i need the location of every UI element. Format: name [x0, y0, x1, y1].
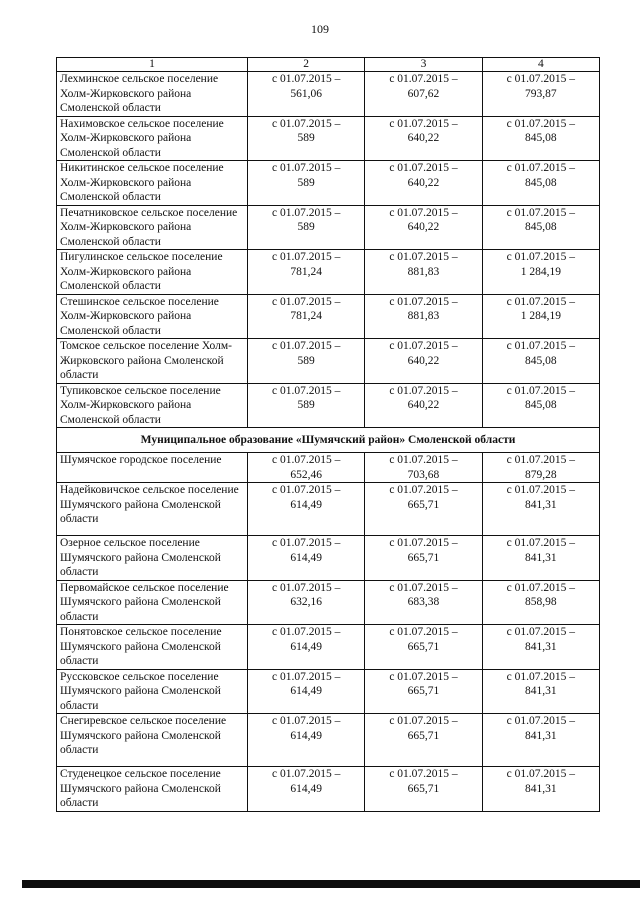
rows-group-shumyachsky	[57, 453, 600, 812]
value-cell-4	[482, 72, 599, 117]
value-cell-4	[482, 339, 599, 384]
table-row	[57, 580, 600, 625]
date-text: с 01.07.2015 –	[271, 454, 341, 466]
date-text: с 01.07.2015 –	[271, 670, 341, 683]
date-text: с 01.07.2015 –	[271, 626, 341, 638]
date-text: с 01.07.2015 –	[271, 251, 341, 263]
value-text: 841,31	[525, 782, 557, 795]
date-text: с 01.07.2015 –	[506, 626, 575, 638]
table-row	[57, 250, 600, 295]
value-cell-2	[248, 767, 365, 812]
value-text: 607,62	[407, 87, 440, 100]
date-text: с 01.07.2015 –	[506, 670, 575, 683]
value-cell-2	[248, 161, 365, 206]
date-text: с 01.07.2015 –	[506, 340, 575, 352]
date-text: с 01.07.2015 –	[506, 251, 575, 263]
date-text: с 01.07.2015 –	[506, 73, 575, 85]
value-text: 781,24	[290, 265, 322, 278]
date-text: с 01.07.2015 –	[271, 162, 341, 174]
date-text: с 01.07.2015 –	[506, 206, 575, 219]
table-row	[57, 205, 600, 250]
value-text: 589	[297, 176, 315, 189]
settlement-name: Печатниковское сельское поселение Холм-Жирковского района Смоленской области	[60, 206, 238, 248]
settlement-name-cell	[57, 714, 248, 767]
table-row	[57, 161, 600, 206]
table-row	[57, 339, 600, 384]
settlement-name: Первомайское сельское поселение Шумячского района Смоленской области	[60, 581, 229, 623]
settlement-name-cell	[57, 294, 248, 339]
value-text: 640,22	[407, 354, 440, 367]
header-cell-4: 4	[482, 58, 599, 72]
settlement-name-cell	[57, 669, 248, 714]
value-cell-4	[482, 536, 599, 581]
table-row	[57, 72, 600, 117]
settlement-name: Надейковичское сельское поселение Шумячского района Смоленской области	[60, 484, 239, 525]
value-text: 845,08	[525, 132, 557, 144]
value-text: 665,71	[407, 729, 440, 742]
value-text: 632,16	[290, 596, 322, 608]
date-text: с 01.07.2015 –	[506, 581, 575, 594]
value-cell-2	[248, 536, 365, 581]
value-text: 841,31	[525, 640, 557, 653]
settlement-name: Студенецкое сельское поселение Шумячского района Смоленской области	[60, 768, 221, 809]
date-text: с 01.07.2015 –	[271, 715, 341, 727]
date-text: с 01.07.2015 –	[271, 340, 341, 352]
value-cell-3	[365, 714, 482, 767]
date-text: с 01.07.2015 –	[389, 626, 458, 638]
value-text: 652,46	[290, 468, 322, 481]
date-text: с 01.07.2015 –	[389, 384, 458, 397]
date-text: с 01.07.2015 –	[389, 162, 458, 174]
date-text: с 01.07.2015 –	[389, 715, 458, 727]
table-row	[57, 453, 600, 483]
settlement-name-cell	[57, 72, 248, 117]
date-text: с 01.07.2015 –	[271, 117, 341, 130]
settlement-name: Снегиревское сельское поселение Шумячского района Смоленской области	[60, 715, 227, 756]
settlement-name-cell	[57, 116, 248, 161]
date-text: с 01.07.2015 –	[506, 454, 575, 466]
value-cell-4	[482, 767, 599, 812]
value-cell-4	[482, 625, 599, 670]
value-text: 841,31	[525, 498, 557, 511]
value-cell-2	[248, 669, 365, 714]
value-text: 703,68	[407, 468, 440, 481]
value-cell-4	[482, 453, 599, 483]
table-row	[57, 714, 600, 767]
table-row	[57, 483, 600, 536]
value-text: 665,71	[407, 782, 440, 795]
value-text: 881,83	[407, 265, 440, 278]
value-text: 845,08	[525, 354, 557, 367]
date-text: с 01.07.2015 –	[506, 484, 575, 496]
value-cell-2	[248, 205, 365, 250]
value-cell-3	[365, 116, 482, 161]
value-cell-3	[365, 669, 482, 714]
settlement-name: Стешинское сельское поселение Холм-Жирковского района Смоленской области	[60, 295, 219, 337]
settlement-name-cell	[57, 161, 248, 206]
rows-group-kholm-zhirkovsky	[57, 72, 600, 428]
value-cell-3	[365, 339, 482, 384]
value-cell-2	[248, 483, 365, 536]
settlement-name-cell	[57, 453, 248, 483]
date-text: с 01.07.2015 –	[389, 454, 458, 466]
value-cell-3	[365, 453, 482, 483]
value-cell-3	[365, 161, 482, 206]
value-text: 614,49	[290, 551, 322, 564]
page-number: 109	[311, 22, 329, 36]
date-text: с 01.07.2015 –	[506, 295, 575, 308]
value-text: 665,71	[407, 640, 440, 653]
value-text: 665,71	[407, 498, 440, 511]
settlement-name: Пигулинское сельское поселение Холм-Жирковского района Смоленской области	[60, 251, 223, 292]
value-text: 614,49	[290, 640, 322, 653]
settlement-name-cell	[57, 250, 248, 295]
value-cell-3	[365, 294, 482, 339]
table-row	[57, 669, 600, 714]
settlement-name: Томское сельское поселение Холм-Жирковского района Смоленской области	[60, 340, 232, 381]
value-cell-3	[365, 767, 482, 812]
value-cell-2	[248, 339, 365, 384]
value-text: 614,49	[290, 498, 322, 511]
date-text: с 01.07.2015 –	[389, 484, 458, 496]
value-text: 858,98	[525, 596, 557, 608]
table-row	[57, 116, 600, 161]
value-cell-4	[482, 714, 599, 767]
date-text: с 01.07.2015 –	[389, 340, 458, 352]
value-cell-3	[365, 536, 482, 581]
value-cell-2	[248, 383, 365, 428]
value-cell-4	[482, 250, 599, 295]
value-cell-3	[365, 625, 482, 670]
settlement-name: Лехминское сельское поселение Холм-Жирковского района Смоленской области	[60, 73, 219, 114]
settlement-name-cell	[57, 483, 248, 536]
settlement-name: Никитинское сельское поселение Холм-Жирковского района Смоленской области	[60, 162, 224, 203]
date-text: с 01.07.2015 –	[271, 768, 341, 780]
settlement-name: Тупиковское сельское поселение Холм-Жирковского района Смоленской области	[60, 384, 221, 426]
date-text: с 01.07.2015 –	[506, 384, 575, 397]
value-text: 845,08	[525, 221, 557, 233]
section-header-row	[57, 428, 600, 453]
value-text: 793,87	[525, 87, 557, 100]
bottom-scan-bar	[22, 880, 640, 888]
date-text: с 01.07.2015 –	[389, 670, 458, 683]
date-text: с 01.07.2015 –	[271, 73, 341, 85]
value-text: 845,08	[525, 399, 557, 411]
value-text: 640,22	[407, 132, 440, 144]
value-cell-2	[248, 250, 365, 295]
date-text: с 01.07.2015 –	[506, 715, 575, 727]
value-text: 881,83	[407, 310, 440, 322]
value-text: 845,08	[525, 176, 557, 189]
date-text: с 01.07.2015 –	[389, 117, 458, 130]
value-text: 640,22	[407, 399, 440, 411]
header-cell-1: 1	[57, 58, 248, 72]
value-text: 561,06	[290, 87, 322, 100]
value-cell-3	[365, 383, 482, 428]
value-text: 683,38	[407, 596, 440, 608]
settlement-name-cell	[57, 536, 248, 581]
date-text: с 01.07.2015 –	[271, 537, 341, 549]
date-text: с 01.07.2015 –	[271, 384, 341, 397]
value-text: 841,31	[525, 551, 557, 564]
value-text: 614,49	[290, 729, 322, 742]
settlement-name-cell	[57, 580, 248, 625]
date-text: с 01.07.2015 –	[389, 73, 458, 85]
table-row	[57, 625, 600, 670]
value-text: 640,22	[407, 176, 440, 189]
value-cell-4	[482, 116, 599, 161]
value-cell-3	[365, 72, 482, 117]
value-cell-2	[248, 714, 365, 767]
value-cell-3	[365, 205, 482, 250]
settlement-name-cell	[57, 339, 248, 384]
date-text: с 01.07.2015 –	[389, 206, 458, 219]
settlement-name-cell	[57, 383, 248, 428]
settlement-name: Руссковское сельское поселение Шумячского района Смоленской области	[60, 670, 221, 712]
value-cell-4	[482, 580, 599, 625]
date-text: с 01.07.2015 –	[271, 484, 341, 496]
date-text: с 01.07.2015 –	[389, 768, 458, 780]
value-text: 614,49	[290, 685, 322, 697]
value-cell-3	[365, 483, 482, 536]
value-text: 665,71	[407, 551, 440, 564]
value-cell-4	[482, 483, 599, 536]
settlement-name: Нахимовское сельское поселение Холм-Жирковского района Смоленской области	[60, 117, 224, 159]
date-text: с 01.07.2015 –	[506, 162, 575, 174]
table-row	[57, 294, 600, 339]
value-cell-2	[248, 72, 365, 117]
date-text: с 01.07.2015 –	[506, 768, 575, 780]
date-text: с 01.07.2015 –	[389, 295, 458, 308]
settlement-name: Шумячское городское поселение	[60, 454, 222, 466]
table-row	[57, 536, 600, 581]
table-row	[57, 383, 600, 428]
value-cell-2	[248, 580, 365, 625]
header-cell-3: 3	[365, 58, 482, 72]
value-text: 665,71	[407, 685, 440, 697]
date-text: с 01.07.2015 –	[389, 537, 458, 549]
value-cell-2	[248, 116, 365, 161]
value-text: 640,22	[407, 221, 440, 233]
settlement-name-cell	[57, 767, 248, 812]
tariff-table	[56, 57, 600, 812]
section-title: Муниципальное образование «Шумячский район» Смоленской области	[57, 428, 600, 453]
value-text: 589	[297, 399, 315, 411]
date-text: с 01.07.2015 –	[271, 295, 341, 308]
date-text: с 01.07.2015 –	[506, 537, 575, 549]
value-cell-4	[482, 669, 599, 714]
value-cell-4	[482, 294, 599, 339]
value-cell-3	[365, 250, 482, 295]
table-header-row	[57, 58, 600, 72]
header-cell-2: 2	[248, 58, 365, 72]
value-text: 879,28	[525, 468, 557, 481]
value-text: 589	[297, 354, 315, 367]
value-cell-4	[482, 383, 599, 428]
value-cell-2	[248, 294, 365, 339]
value-text: 841,31	[525, 729, 557, 742]
value-text: 781,24	[290, 310, 322, 322]
date-text: с 01.07.2015 –	[271, 581, 341, 594]
value-text: 841,31	[525, 685, 557, 697]
value-text: 1 284,19	[520, 310, 561, 322]
value-cell-4	[482, 205, 599, 250]
value-text: 589	[297, 221, 315, 233]
value-text: 1 284,19	[520, 265, 561, 278]
settlement-name-cell	[57, 205, 248, 250]
table-row	[57, 767, 600, 812]
value-text: 589	[297, 132, 315, 144]
value-cell-3	[365, 580, 482, 625]
settlement-name: Озерное сельское поселение Шумячского района Смоленской области	[60, 537, 221, 578]
value-cell-2	[248, 625, 365, 670]
value-cell-2	[248, 453, 365, 483]
date-text: с 01.07.2015 –	[506, 117, 575, 130]
settlement-name: Понятовское сельское поселение Шумячского района Смоленской области	[60, 626, 222, 667]
date-text: с 01.07.2015 –	[389, 581, 458, 594]
settlement-name-cell	[57, 625, 248, 670]
date-text: с 01.07.2015 –	[389, 251, 458, 263]
value-text: 614,49	[290, 782, 322, 795]
value-cell-4	[482, 161, 599, 206]
date-text: с 01.07.2015 –	[271, 206, 341, 219]
